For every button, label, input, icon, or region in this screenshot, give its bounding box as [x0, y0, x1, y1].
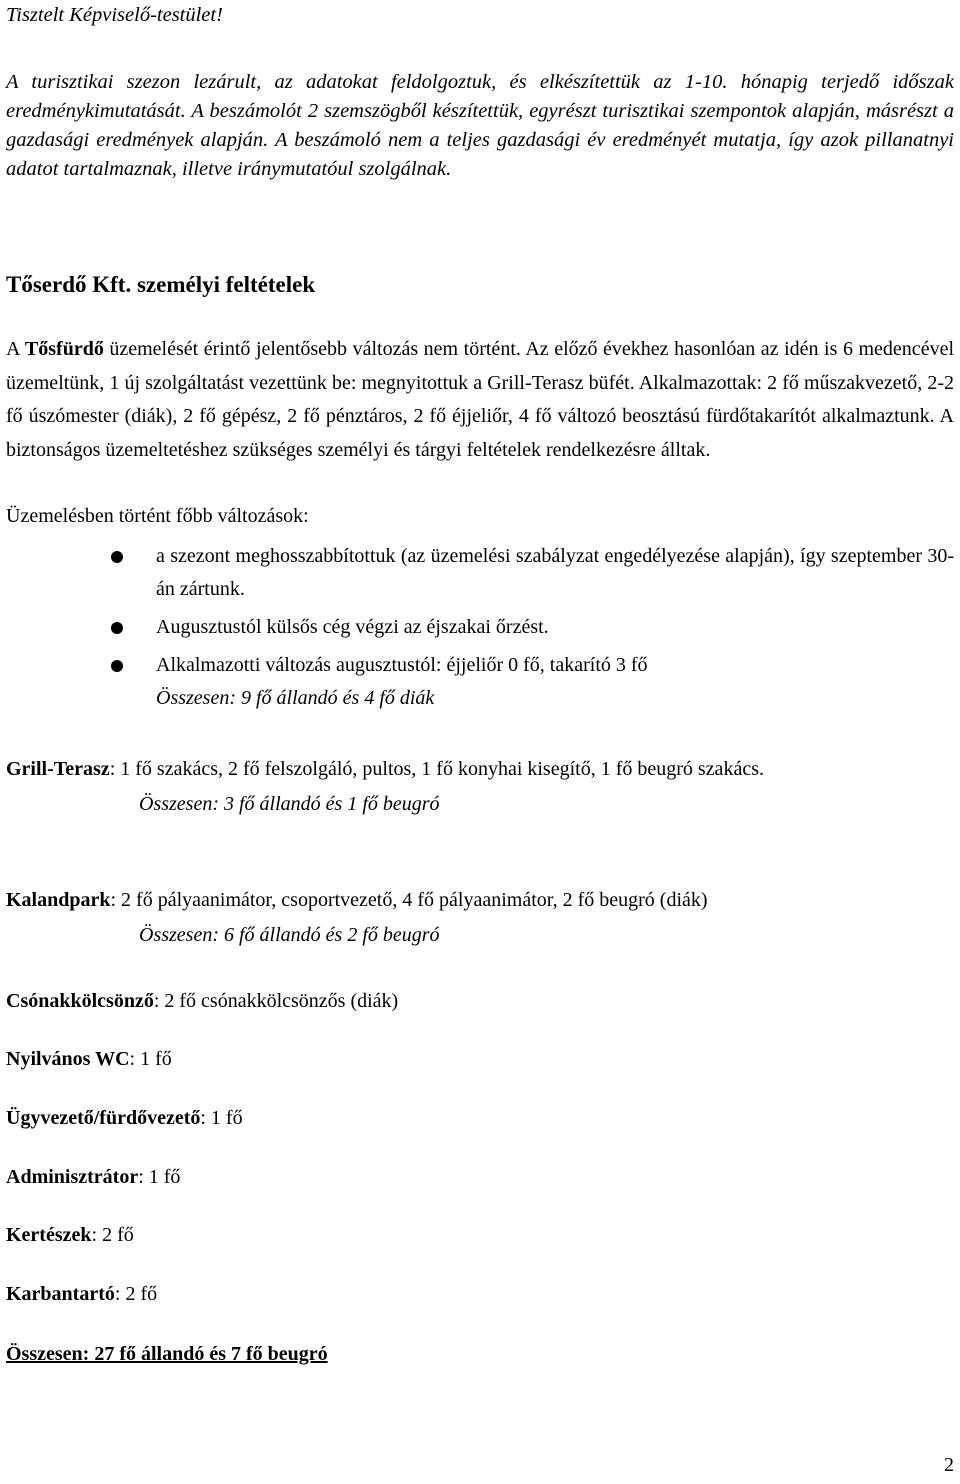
changes-title: Üzemelésben történt főbb változások:	[6, 505, 309, 527]
csonakkolcsonzo-label: Csónakkölcsönző	[6, 990, 154, 1012]
list-item-text: Alkalmazotti változás augusztustól: éjjeliőr 0 fő, takarító 3 fő	[156, 654, 648, 676]
grill-terasz-line	[6, 752, 954, 787]
list-item-text: Augusztustól külsős cég végzi az éjszakai őrzést.	[156, 616, 549, 638]
body-paragraph	[6, 333, 954, 467]
list-item-summary: Összesen: 9 fő állandó és 4 fő diák	[156, 687, 435, 709]
ugyvezeto-label: Ügyvezető/fürdővezető	[6, 1107, 201, 1129]
ugyvezeto-text: : 1 fő	[200, 1107, 243, 1129]
bullet-icon	[111, 660, 123, 672]
kalandpark-summary: Összesen: 6 fő állandó és 2 fő beugró	[139, 924, 440, 946]
list-item	[6, 649, 954, 715]
body-text-start: A	[6, 338, 25, 360]
csonakkolcsonzo-line	[6, 986, 398, 1016]
kalandpark-line	[6, 883, 954, 918]
karbantarto-label: Karbantartó	[6, 1283, 115, 1305]
bullet-icon	[111, 551, 123, 563]
page-number: 2	[944, 1454, 954, 1476]
list-item	[6, 540, 954, 606]
adminisztrator-label: Adminisztrátor	[6, 1166, 139, 1188]
changes-list	[6, 540, 954, 720]
list-item	[6, 611, 954, 644]
salutation: Tisztelt Képviselő-testület!	[6, 4, 223, 26]
karbantarto-line	[6, 1279, 157, 1309]
adminisztrator-text: : 1 fő	[138, 1166, 181, 1188]
bullet-icon	[111, 622, 123, 634]
body-text-rest: üzemelését érintő jelentősebb változás nem történt. Az előző évekhez hasonlóan az idén is 6 medencével üzemeltünk, 1 új szolgáltatást vezettünk be: megnyitottuk a Grill-Terasz büfét. Alkalmazottak: 2 fő műszakvezető, 2-2 fő úszómester (diák), 2 fő gépész, 2 fő pénztáros, 2 fő éjjeliőr, 4 fő változó beosztású fürdőtakarítót alkalmaztunk. A biztonságos üzemeltetéshez szükséges személyi és tárgyi feltételek rendelkezésre álltak.	[6, 338, 954, 461]
kalandpark-label: Kalandpark	[6, 889, 111, 911]
kerteszek-text: : 2 fő	[91, 1224, 134, 1246]
csonakkolcsonzo-text: : 2 fő csónakkölcsönzős (diák)	[153, 990, 399, 1012]
kerteszek-line	[6, 1220, 134, 1250]
kerteszek-label: Kertészek	[6, 1224, 92, 1246]
list-item-text: a szezont meghosszabbítottuk (az üzemelési szabályzat engedélyezése alapján), így szeptember 30-án zártunk.	[156, 545, 954, 600]
grill-terasz-text: : 1 fő szakács, 2 fő felszolgáló, pultos, 1 fő konyhai kisegítő, 1 fő beugró szakács.	[109, 758, 764, 780]
kalandpark-block	[6, 883, 954, 953]
nyilvanos-wc-text: : 1 fő	[129, 1048, 172, 1070]
nyilvanos-wc-line	[6, 1044, 172, 1074]
kalandpark-text: : 2 fő pályaanimátor, csoportvezető, 4 fő pályaanimátor, 2 fő beugró (diák)	[110, 889, 708, 911]
grill-terasz-block	[6, 752, 954, 822]
grill-terasz-summary: Összesen: 3 fő állandó és 1 fő beugró	[139, 793, 440, 815]
grand-total: Összesen: 27 fő állandó és 7 fő beugró	[6, 1343, 328, 1365]
ugyvezeto-line	[6, 1103, 243, 1133]
section-heading: Tőserdő Kft. személyi feltételek	[6, 272, 316, 297]
adminisztrator-line	[6, 1162, 180, 1192]
grill-terasz-label: Grill-Terasz	[6, 758, 110, 780]
nyilvanos-wc-label: Nyilvános WC	[6, 1048, 130, 1070]
intro-paragraph: A turisztikai szezon lezárult, az adatokat feldolgoztuk, és elkészítettük az 1-10. hónapig terjedő időszak eredménykimutatását. A beszámolót 2 szemszögből készítettük, egyrészt turisztikai szempontok alapján, másrészt a gazdasági eredmények alapján. A beszámoló nem a teljes gazdasági év eredményét mutatja, így azok pillanatnyi adatot tartalmaznak, illetve iránymutatóul szolgálnak.	[6, 71, 954, 180]
facility-name: Tősfürdő	[24, 338, 104, 360]
karbantarto-text: : 2 fő	[114, 1283, 158, 1305]
